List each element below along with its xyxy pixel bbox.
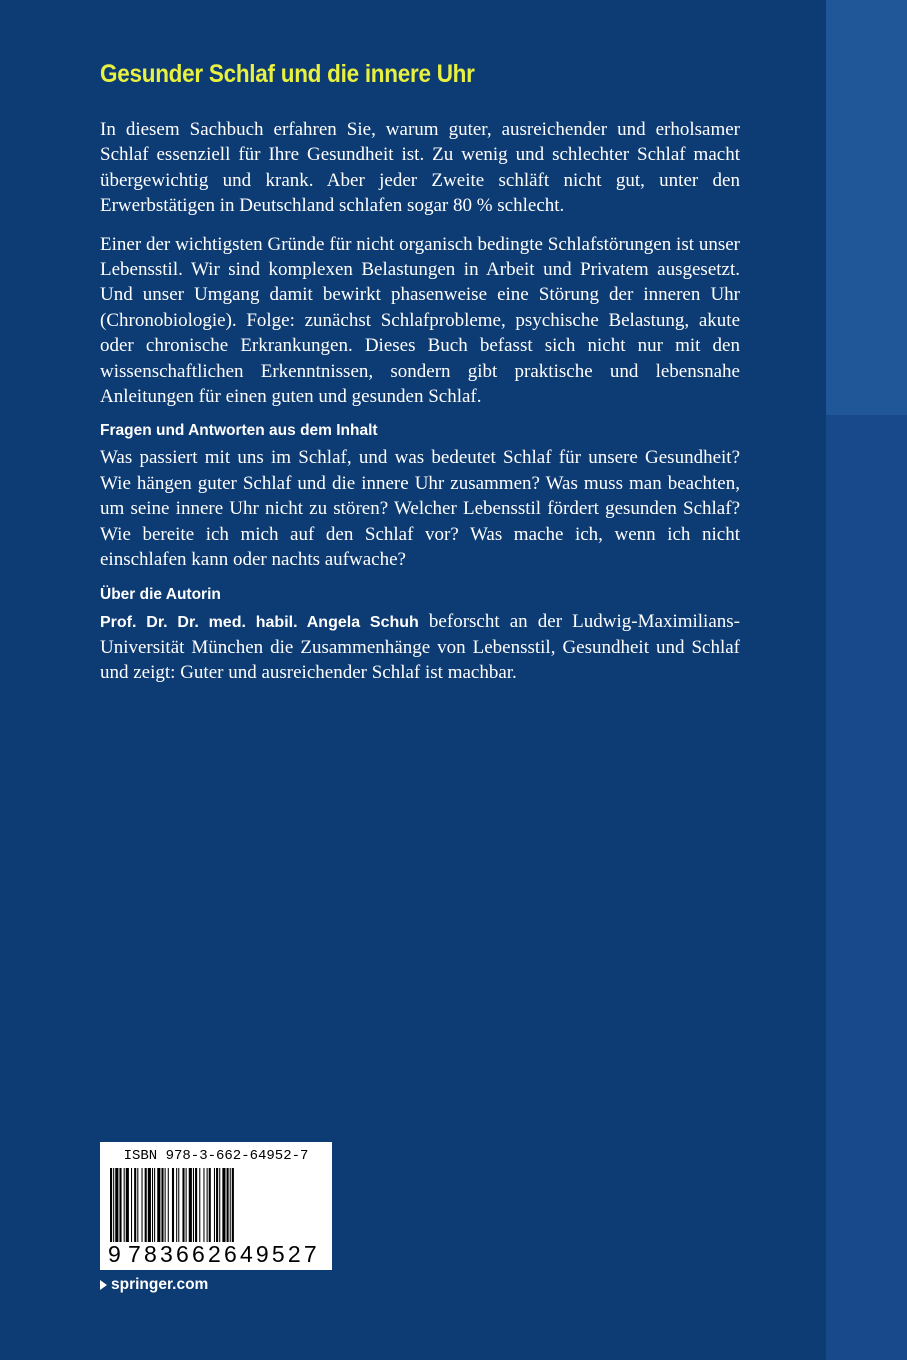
- spine-edge-highlight: [826, 0, 907, 415]
- publisher-link[interactable]: [100, 1276, 208, 1294]
- publisher-link-label: springer.com: [111, 1276, 209, 1293]
- author-heading: Über die Autorin: [100, 585, 221, 603]
- barcode-first-digit: 9: [108, 1241, 121, 1267]
- intro-paragraph: In diesem Sachbuch erfahren Sie, warum guter, ausreichender und erholsamer Schlaf essenziell für Ihre Gesundheit ist. Zu wenig und schlechter Schlaf macht übergewichtig und krank. Aber jeder Zweite schläft nicht gut, unter den Erwerbstätigen in Deutschland schlafen sogar 80 % schlecht.: [100, 119, 740, 217]
- back-cover-text: [100, 60, 740, 699]
- isbn-barcode: [100, 1142, 332, 1270]
- lifestyle-paragraph: Einer der wichtigsten Gründe für nicht organisch bedingte Schlafstörungen ist unser Lebensstil. Wir sind komplexen Belastungen in Arbeit und Privatem ausgesetzt. Und unser Umgang damit bewirkt phasenweise eine Störung der inneren Uhr (Chronobiologie). Folge: zunächst Schlafprobleme, psychische Belastung, akute oder chronische Erkrankungen. Dieses Buch befasst sich nicht nur mit den wissenschaftlichen Erkenntnissen, sondern gibt praktische und lebensnahe Anleitungen für einen guten und gesunden Schlaf.: [100, 233, 740, 408]
- isbn-label: ISBN 978-3-662-64952-7: [123, 1148, 309, 1164]
- qa-paragraph: Was passiert mit uns im Schlaf, und was bedeutet Schlaf für unsere Gesundheit? Wie hängen guter Schlaf und die innere Uhr zusammen? Was muss man beachten, um seine innere Uhr nicht zu stören? Welcher Lebensstil fördert gesunden Schlaf? Wie bereite ich mich auf den Schlaf vor? Was mache ich, wenn ich nicht einschlafen kann oder nachts aufwache?: [100, 447, 740, 571]
- book-title: Gesunder Schlaf und die innere Uhr: [100, 60, 475, 88]
- author-bio: beforscht an der Ludwig-Maximilians-Universität München die Zusammenhänge von Lebensstil, Gesundheit und Schlaf und zeigt: Guter und ausreichender Schlaf ist machbar.: [100, 610, 740, 684]
- author-name: Prof. Dr. Dr. med. habil. Angela Schuh: [100, 613, 419, 631]
- qa-heading: Fragen und Antworten aus dem Inhalt: [100, 422, 378, 440]
- arrow-right-icon: [100, 1280, 107, 1290]
- barcode-remaining-digits: 783662649527: [128, 1241, 320, 1267]
- barcode-bars: [110, 1168, 322, 1242]
- author-paragraph: [100, 609, 740, 686]
